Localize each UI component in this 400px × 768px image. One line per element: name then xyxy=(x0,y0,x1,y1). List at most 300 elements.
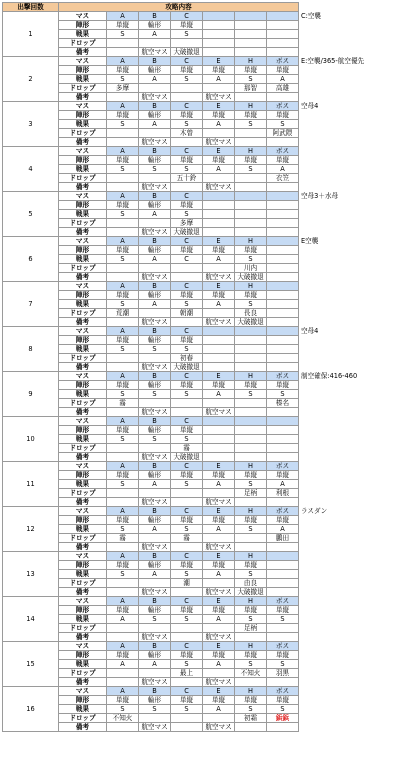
cell-biko xyxy=(171,408,203,417)
row-label: 備考 xyxy=(59,93,107,102)
cell-senka: A xyxy=(267,165,299,174)
cell-jinkei: 単縦 xyxy=(235,246,267,255)
row-label: ドロップ xyxy=(59,714,107,723)
cell-biko: 航空マス xyxy=(139,363,171,372)
cell-biko xyxy=(235,138,267,147)
cell-masu: B xyxy=(139,372,171,381)
cell-senka xyxy=(267,30,299,39)
row-label: ドロップ xyxy=(59,354,107,363)
run-note xyxy=(299,687,399,732)
cell-masu: H xyxy=(235,147,267,156)
cell-masu: E xyxy=(203,237,235,246)
cell-masu: ボス xyxy=(267,597,299,606)
cell-masu: H xyxy=(235,597,267,606)
row-label: ドロップ xyxy=(59,489,107,498)
row-label: マス xyxy=(59,642,107,651)
cell-biko xyxy=(107,723,139,732)
cell-biko: 大破撤退 xyxy=(171,453,203,462)
cell-biko: 大破撤退 xyxy=(171,228,203,237)
cell-senka: A xyxy=(107,660,139,669)
run-note xyxy=(299,552,399,597)
cell-masu xyxy=(235,417,267,426)
cell-drop xyxy=(267,354,299,363)
cell-jinkei xyxy=(235,201,267,210)
cell-drop xyxy=(107,444,139,453)
run-note xyxy=(299,462,399,507)
cell-masu: E xyxy=(203,147,235,156)
cell-drop xyxy=(267,624,299,633)
cell-masu: ボス xyxy=(267,102,299,111)
cell-masu xyxy=(235,192,267,201)
cell-jinkei: 単縦 xyxy=(235,516,267,525)
row-label: ドロップ xyxy=(59,264,107,273)
cell-masu xyxy=(267,237,299,246)
cell-biko xyxy=(267,138,299,147)
cell-jinkei: 単縦 xyxy=(171,606,203,615)
cell-drop xyxy=(203,489,235,498)
cell-jinkei: 単縦 xyxy=(107,561,139,570)
cell-biko: 航空マス xyxy=(139,678,171,687)
row-label: ドロップ xyxy=(59,444,107,453)
cell-drop xyxy=(235,354,267,363)
cell-senka xyxy=(235,210,267,219)
cell-senka: A xyxy=(139,120,171,129)
cell-biko xyxy=(107,363,139,372)
cell-biko xyxy=(235,93,267,102)
row-label: マス xyxy=(59,552,107,561)
cell-senka xyxy=(203,345,235,354)
row-label: 陣形 xyxy=(59,516,107,525)
cell-masu: B xyxy=(139,642,171,651)
cell-senka: S xyxy=(139,345,171,354)
row-label: 陣形 xyxy=(59,246,107,255)
cell-biko xyxy=(203,453,235,462)
cell-jinkei: 単縦 xyxy=(171,696,203,705)
cell-drop: 由良 xyxy=(235,579,267,588)
cell-drop xyxy=(235,399,267,408)
row-label: マス xyxy=(59,192,107,201)
cell-jinkei: 単縦 xyxy=(171,381,203,390)
cell-drop xyxy=(107,669,139,678)
cell-biko: 航空マス xyxy=(203,273,235,282)
cell-drop xyxy=(139,264,171,273)
cell-jinkei: 輪形 xyxy=(139,246,171,255)
cell-masu: ボス xyxy=(267,372,299,381)
cell-senka: S xyxy=(235,480,267,489)
cell-senka: A xyxy=(203,615,235,624)
cell-masu: A xyxy=(107,12,139,21)
cell-drop xyxy=(203,264,235,273)
cell-senka: S xyxy=(235,165,267,174)
cell-masu: B xyxy=(139,552,171,561)
cell-drop xyxy=(203,624,235,633)
cell-senka: S xyxy=(171,75,203,84)
cell-drop: 初春 xyxy=(171,354,203,363)
cell-biko: 航空マス xyxy=(139,588,171,597)
cell-biko: 航空マス xyxy=(139,48,171,57)
cell-jinkei xyxy=(267,336,299,345)
row-label: 戦果 xyxy=(59,660,107,669)
cell-biko: 航空マス xyxy=(203,93,235,102)
cell-biko: 航空マス xyxy=(139,498,171,507)
cell-senka: S xyxy=(107,30,139,39)
cell-biko: 航空マス xyxy=(139,318,171,327)
cell-drop xyxy=(267,579,299,588)
cell-senka: S xyxy=(171,210,203,219)
cell-jinkei: 輪形 xyxy=(139,66,171,75)
row-label: 戦果 xyxy=(59,255,107,264)
row-label: 備考 xyxy=(59,183,107,192)
cell-drop xyxy=(235,444,267,453)
masu-row xyxy=(3,147,399,156)
cell-senka: S xyxy=(107,300,139,309)
cell-masu xyxy=(267,12,299,21)
cell-drop: 霧 xyxy=(107,534,139,543)
row-label: マス xyxy=(59,462,107,471)
cell-senka xyxy=(267,570,299,579)
run-number: 10 xyxy=(3,417,59,462)
row-label: マス xyxy=(59,147,107,156)
cell-drop xyxy=(139,39,171,48)
cell-biko xyxy=(171,633,203,642)
cell-drop xyxy=(139,399,171,408)
cell-jinkei: 単縦 xyxy=(171,651,203,660)
cell-masu: C xyxy=(171,507,203,516)
cell-senka xyxy=(235,30,267,39)
row-label: 備考 xyxy=(59,48,107,57)
cell-drop xyxy=(171,84,203,93)
cell-jinkei: 単縦 xyxy=(203,561,235,570)
run-number: 8 xyxy=(3,327,59,372)
cell-senka: S xyxy=(171,525,203,534)
cell-drop: 朝潮 xyxy=(171,309,203,318)
cell-senka: S xyxy=(171,165,203,174)
cell-jinkei: 輪形 xyxy=(139,21,171,30)
row-label: 陣形 xyxy=(59,156,107,165)
cell-senka xyxy=(267,300,299,309)
cell-drop xyxy=(203,129,235,138)
cell-jinkei: 単縦 xyxy=(171,156,203,165)
table-body xyxy=(3,12,399,732)
row-label: ドロップ xyxy=(59,534,107,543)
cell-masu: C xyxy=(171,327,203,336)
run-number: 16 xyxy=(3,687,59,732)
cell-biko: 大破撤退 xyxy=(235,273,267,282)
cell-jinkei: 単縦 xyxy=(107,156,139,165)
cell-senka: A xyxy=(139,660,171,669)
masu-row xyxy=(3,642,399,651)
cell-jinkei: 輪形 xyxy=(139,606,171,615)
cell-drop xyxy=(139,129,171,138)
cell-jinkei: 輪形 xyxy=(139,381,171,390)
cell-drop: 多摩 xyxy=(171,219,203,228)
cell-drop xyxy=(203,174,235,183)
header-strategy: 攻略内容 xyxy=(59,3,299,12)
cell-senka: S xyxy=(171,570,203,579)
cell-biko: 航空マス xyxy=(203,138,235,147)
cell-biko xyxy=(267,453,299,462)
cell-jinkei: 単縦 xyxy=(107,21,139,30)
cell-senka xyxy=(267,435,299,444)
cell-masu xyxy=(267,552,299,561)
cell-masu xyxy=(267,327,299,336)
row-label: 陣形 xyxy=(59,471,107,480)
cell-senka: S xyxy=(107,345,139,354)
cell-drop: 高雄 xyxy=(267,84,299,93)
cell-masu: C xyxy=(171,57,203,66)
cell-senka: A xyxy=(139,210,171,219)
cell-biko xyxy=(171,723,203,732)
cell-biko: 航空マス xyxy=(203,633,235,642)
cell-drop xyxy=(139,489,171,498)
cell-jinkei: 単縦 xyxy=(171,471,203,480)
cell-jinkei: 輪形 xyxy=(139,291,171,300)
cell-masu xyxy=(267,192,299,201)
cell-drop xyxy=(267,264,299,273)
run-note: E空襲 xyxy=(301,236,319,245)
cell-senka: A xyxy=(203,660,235,669)
row-label: 戦果 xyxy=(59,525,107,534)
run-number: 5 xyxy=(3,192,59,237)
cell-masu: B xyxy=(139,147,171,156)
cell-biko xyxy=(107,138,139,147)
cell-biko xyxy=(107,588,139,597)
row-label: 備考 xyxy=(59,318,107,327)
cell-jinkei: 単縦 xyxy=(203,516,235,525)
cell-masu xyxy=(235,327,267,336)
row-label: ドロップ xyxy=(59,309,107,318)
cell-drop: 川内 xyxy=(235,264,267,273)
cell-jinkei xyxy=(203,426,235,435)
cell-masu: C xyxy=(171,147,203,156)
cell-jinkei: 単縦 xyxy=(107,66,139,75)
cell-masu: E xyxy=(203,552,235,561)
cell-masu: H xyxy=(235,282,267,291)
cell-masu: C xyxy=(171,237,203,246)
cell-jinkei xyxy=(235,336,267,345)
cell-drop: 不知火 xyxy=(235,669,267,678)
cell-biko xyxy=(107,678,139,687)
cell-biko xyxy=(171,318,203,327)
cell-jinkei: 単縦 xyxy=(267,156,299,165)
cell-masu: B xyxy=(139,462,171,471)
run-note xyxy=(299,417,399,462)
cell-masu: ボス xyxy=(267,462,299,471)
cell-senka: S xyxy=(107,75,139,84)
cell-jinkei: 単縦 xyxy=(171,66,203,75)
cell-jinkei: 単縦 xyxy=(107,291,139,300)
header-note-spacer xyxy=(299,3,399,12)
run-number: 7 xyxy=(3,282,59,327)
cell-jinkei: 単縦 xyxy=(107,336,139,345)
cell-masu: C xyxy=(171,417,203,426)
cell-masu: A xyxy=(107,57,139,66)
cell-masu xyxy=(235,12,267,21)
cell-senka: S xyxy=(171,120,203,129)
row-label: 戦果 xyxy=(59,570,107,579)
cell-masu: A xyxy=(107,597,139,606)
cell-drop xyxy=(171,39,203,48)
cell-jinkei: 単縦 xyxy=(235,696,267,705)
cell-senka: S xyxy=(267,390,299,399)
cell-masu: ボス xyxy=(267,507,299,516)
cell-biko xyxy=(235,543,267,552)
cell-jinkei: 単縦 xyxy=(203,651,235,660)
cell-masu: C xyxy=(171,372,203,381)
row-label: 備考 xyxy=(59,453,107,462)
cell-drop xyxy=(107,219,139,228)
cell-drop: 羽黒 xyxy=(267,669,299,678)
cell-drop xyxy=(171,399,203,408)
cell-senka: S xyxy=(171,705,203,714)
cell-jinkei: 単縦 xyxy=(107,471,139,480)
cell-biko: 航空マス xyxy=(139,228,171,237)
row-label: ドロップ xyxy=(59,84,107,93)
row-label: 戦果 xyxy=(59,30,107,39)
cell-senka: S xyxy=(171,435,203,444)
cell-drop: 衣笠 xyxy=(267,174,299,183)
cell-drop xyxy=(203,84,235,93)
cell-masu: E xyxy=(203,282,235,291)
cell-jinkei: 単縦 xyxy=(203,471,235,480)
run-note: E:空襲/365-航空優先 xyxy=(301,56,365,65)
row-label: 陣形 xyxy=(59,696,107,705)
cell-masu: A xyxy=(107,462,139,471)
cell-masu: ボス xyxy=(267,642,299,651)
cell-masu: H xyxy=(235,57,267,66)
cell-masu: B xyxy=(139,237,171,246)
cell-jinkei: 単縦 xyxy=(203,246,235,255)
cell-jinkei: 単縦 xyxy=(107,111,139,120)
cell-biko: 航空マス xyxy=(139,543,171,552)
cell-jinkei: 単縦 xyxy=(171,516,203,525)
cell-senka: S xyxy=(171,660,203,669)
run-note: 空母3＋水母 xyxy=(301,191,339,200)
cell-jinkei: 輪形 xyxy=(139,426,171,435)
cell-biko xyxy=(171,543,203,552)
cell-jinkei xyxy=(203,201,235,210)
cell-jinkei: 輪形 xyxy=(139,336,171,345)
cell-masu: B xyxy=(139,192,171,201)
cell-jinkei xyxy=(203,21,235,30)
cell-senka xyxy=(267,345,299,354)
cell-senka: A xyxy=(139,255,171,264)
masu-row xyxy=(3,102,399,111)
cell-jinkei: 単縦 xyxy=(171,291,203,300)
cell-biko: 航空マス xyxy=(139,453,171,462)
cell-senka: S xyxy=(107,255,139,264)
header-row xyxy=(3,3,399,12)
cell-senka: S xyxy=(107,480,139,489)
cell-senka: S xyxy=(107,120,139,129)
cell-masu: C xyxy=(171,642,203,651)
header-run: 出撃回数 xyxy=(3,3,59,12)
row-label: 陣形 xyxy=(59,291,107,300)
run-number: 15 xyxy=(3,642,59,687)
cell-jinkei: 単縦 xyxy=(235,66,267,75)
cell-jinkei: 単縦 xyxy=(267,381,299,390)
row-label: マス xyxy=(59,507,107,516)
cell-biko: 大破撤退 xyxy=(171,48,203,57)
run-number: 9 xyxy=(3,372,59,417)
cell-senka: S xyxy=(267,615,299,624)
cell-biko xyxy=(267,408,299,417)
cell-jinkei: 単縦 xyxy=(107,246,139,255)
cell-masu: A xyxy=(107,552,139,561)
cell-drop: 不知火 xyxy=(107,714,139,723)
run-number: 2 xyxy=(3,57,59,102)
cell-biko xyxy=(107,93,139,102)
cell-drop: 足柄 xyxy=(235,489,267,498)
cell-jinkei xyxy=(235,426,267,435)
cell-jinkei: 単縦 xyxy=(171,246,203,255)
cell-masu: H xyxy=(235,507,267,516)
cell-drop xyxy=(139,174,171,183)
cell-drop xyxy=(235,174,267,183)
cell-drop: 霧 xyxy=(171,444,203,453)
cell-biko xyxy=(235,723,267,732)
cell-drop: 木曾 xyxy=(171,129,203,138)
cell-jinkei: 輪形 xyxy=(139,111,171,120)
cell-masu: H xyxy=(235,102,267,111)
row-label: マス xyxy=(59,57,107,66)
cell-masu: E xyxy=(203,102,235,111)
cell-drop xyxy=(107,264,139,273)
run-note xyxy=(299,147,399,192)
cell-senka: S xyxy=(235,525,267,534)
cell-drop: 荒潮 xyxy=(107,309,139,318)
cell-biko xyxy=(235,633,267,642)
cell-jinkei: 単縦 xyxy=(235,111,267,120)
cell-senka: S xyxy=(171,480,203,489)
cell-senka xyxy=(235,435,267,444)
cell-masu: B xyxy=(139,57,171,66)
cell-drop xyxy=(139,714,171,723)
cell-masu: C xyxy=(171,12,203,21)
row-label: 陣形 xyxy=(59,561,107,570)
cell-masu: H xyxy=(235,687,267,696)
row-label: 戦果 xyxy=(59,390,107,399)
cell-jinkei: 単縦 xyxy=(267,111,299,120)
cell-senka: S xyxy=(139,615,171,624)
cell-senka: S xyxy=(107,165,139,174)
cell-jinkei: 単縦 xyxy=(203,696,235,705)
cell-masu: C xyxy=(171,597,203,606)
row-label: マス xyxy=(59,372,107,381)
cell-biko xyxy=(107,318,139,327)
cell-jinkei: 単縦 xyxy=(171,426,203,435)
cell-drop: 長良 xyxy=(235,309,267,318)
cell-biko xyxy=(235,183,267,192)
cell-masu: A xyxy=(107,192,139,201)
cell-masu: E xyxy=(203,687,235,696)
cell-biko: 航空マス xyxy=(139,93,171,102)
cell-drop xyxy=(139,219,171,228)
cell-jinkei: 単縦 xyxy=(235,291,267,300)
cell-drop xyxy=(203,39,235,48)
cell-senka: S xyxy=(107,435,139,444)
cell-senka: S xyxy=(267,705,299,714)
cell-senka: A xyxy=(267,480,299,489)
cell-drop: 潮 xyxy=(171,579,203,588)
cell-jinkei: 単縦 xyxy=(171,21,203,30)
cell-jinkei: 単縦 xyxy=(107,426,139,435)
run-number: 3 xyxy=(3,102,59,147)
cell-masu: C xyxy=(171,102,203,111)
cell-biko xyxy=(107,228,139,237)
cell-biko xyxy=(267,498,299,507)
row-label: 戦果 xyxy=(59,165,107,174)
